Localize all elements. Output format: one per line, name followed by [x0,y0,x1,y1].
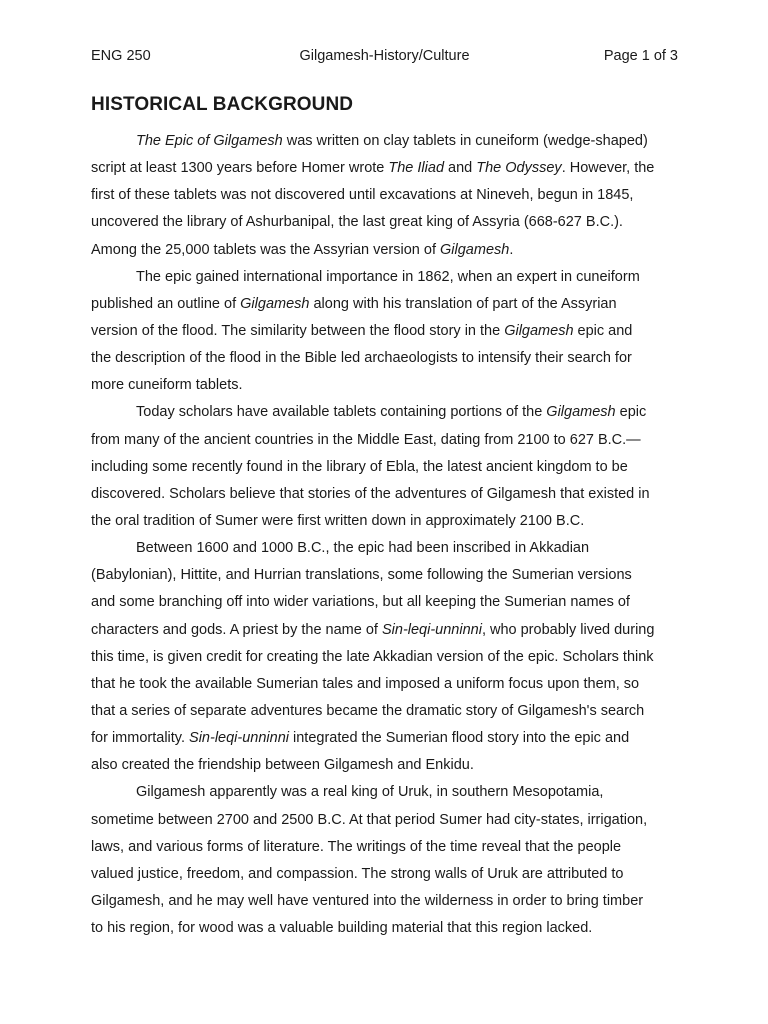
paragraph [91,128,679,264]
text-line [91,644,679,671]
paragraph [91,264,679,400]
text-run: was written on clay tablets in cuneiform (wedge-shaped) [282,133,648,149]
text-run: the oral tradition of Sumer were first written down in approximately 2100 B.C. [91,512,585,529]
text-line [91,888,679,915]
header-course: ENG 250 [91,48,151,64]
text-run: integrated the Sumerian flood story into the epic and [288,730,630,747]
italic-text: Sin-leqi-unninni [189,730,289,747]
header-topic: Gilgamesh-History/Culture [299,48,470,64]
text-line [91,834,679,861]
text-line [91,427,679,454]
text-line [91,481,679,508]
text-run: Among the 25,000 tablets was the Assyrian version of [91,241,441,258]
italic-text: Gilgamesh [546,404,616,421]
text-run: first of these tablets was not discovered until excavations at Nineveh, begun in 1845, [91,187,634,204]
text-line [91,617,679,644]
text-run: Gilgamesh, and he may well have ventured into the wilderness in order to bring timber [91,892,644,909]
text-run: for immortality. [91,730,190,747]
text-run: this time, is given credit for creating the late Akkadian version of the epic. Scholars think [91,648,654,665]
text-run: script at least 1300 years before Homer wrote [91,160,389,177]
text-run: . However, the [561,160,655,177]
italic-text: Gilgamesh [240,295,310,312]
italic-text: Sin-leqi-unninni [381,621,482,638]
text-run: from many of the ancient countries in the Middle East, dating from 2100 to 627 B.C.— [91,431,641,448]
paragraph [91,779,679,942]
text-line [91,345,679,372]
italic-text: The Epic of Gilgamesh [136,133,283,149]
text-line [91,399,679,426]
text-line [91,779,679,806]
text-line [91,372,679,399]
text-line [91,671,679,698]
text-line [91,237,679,264]
text-run: along with his translation of part of the Assyrian [309,295,617,312]
text-run: more cuneiform tablets. [91,377,243,394]
text-run: to his region, for wood was a valuable building material that this region lacked. [91,920,593,937]
text-line [91,291,679,318]
text-run: , who probably lived during [481,621,655,638]
text-run: Between 1600 and 1000 B.C., the epic had been inscribed in Akkadian [136,540,590,557]
text-run: the description of the flood in the Bible led archaeologists to intensify their search for [91,350,632,367]
italic-text: The Odyssey [476,160,562,177]
text-run: The epic gained international importance in 1862, when an expert in cuneiform [136,268,640,285]
italic-text: Gilgamesh [440,241,510,258]
text-run: (Babylonian), Hittite, and Hurrian translations, some following the Sumerian versions [91,567,632,584]
text-run: discovered. Scholars believe that stories of the adventures of Gilgamesh that existed in [91,485,650,502]
text-run: that a series of separate adventures became the dramatic story of Gilgamesh's search [91,702,645,719]
text-run: and some branching off into wider variations, but all keeping the Sumerian names of [91,594,630,611]
text-run: laws, and various forms of literature. The writings of the time reveal that the people [91,838,622,855]
text-line [91,535,679,562]
italic-text: Gilgamesh [504,322,574,339]
section-title: HISTORICAL BACKGROUND [91,94,354,115]
text-line [91,508,679,535]
text-run: epic [615,404,647,421]
page-header [91,46,678,66]
text-line [91,698,679,725]
text-line [91,725,679,752]
header-page-number: Page 1 of 3 [603,48,678,64]
text-line [91,752,679,779]
text-line [91,861,679,888]
text-run: version of the flood. The similarity between the flood story in the [91,322,505,339]
text-line [91,562,679,589]
paragraph [91,399,679,535]
text-run: and [444,160,477,177]
text-run: Gilgamesh apparently was a real king of Uruk, in southern Mesopotamia, [136,784,604,801]
text-run: also created the friendship between Gilgamesh and Enkidu. [91,757,474,774]
text-line [91,264,679,291]
text-line [91,915,679,942]
text-run: characters and gods. A priest by the name of [91,621,382,638]
text-run: epic and [573,322,633,339]
text-line [91,209,679,236]
text-run: . [509,241,514,258]
text-line [91,807,679,834]
text-line [91,128,679,155]
text-run: including some recently found in the library of Ebla, the latest ancient kingdom to be [91,458,628,475]
text-line [91,182,679,209]
paragraph [91,535,679,779]
text-line [91,589,679,616]
text-line [91,318,679,345]
text-run: uncovered the library of Ashurbanipal, the last great king of Assyria (668-627 B.C.). [91,214,623,231]
text-run: valued justice, freedom, and compassion. The strong walls of Uruk are attributed to [91,865,624,882]
text-run: that he took the available Sumerian tales and imposed a uniform focus upon them, so [91,675,640,692]
text-run: sometime between 2700 and 2500 B.C. At that period Sumer had city-states, irrigation, [91,811,648,828]
text-run: Today scholars have available tablets containing portions of the [136,404,547,421]
text-run: published an outline of [91,295,241,312]
text-line [91,155,679,182]
document-body [91,128,679,942]
italic-text: The Iliad [388,160,445,177]
text-line [91,454,679,481]
